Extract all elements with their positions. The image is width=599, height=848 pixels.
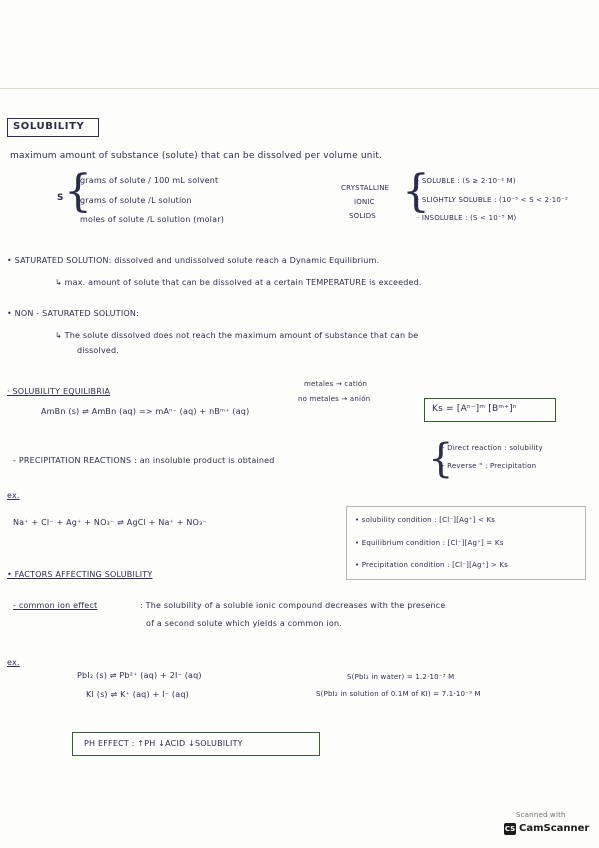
- solubility-water: S(PbI₂ in water) = 1.2·10⁻³ M: [347, 673, 455, 681]
- equilibria-heading: · SOLUBILITY EQUILIBRIA: [7, 387, 111, 396]
- example-label: ex.: [7, 491, 20, 500]
- page-rule: [0, 88, 599, 89]
- non-saturated-detail: dissolved.: [77, 346, 120, 355]
- factors-heading: • FACTORS AFFECTING SOLUBILITY: [7, 570, 153, 579]
- example2-equation: PbI₂ (s) ⇌ Pb²⁺ (aq) + 2I⁻ (aq): [77, 671, 202, 680]
- crystalline-label: SOLIDS: [349, 212, 376, 220]
- unit-item: moles of solute /L solution (molar): [80, 215, 225, 224]
- precipitation-brace: {: [428, 436, 454, 482]
- example-label: ex.: [7, 658, 20, 667]
- page-title: SOLUBILITY: [13, 121, 85, 132]
- definition-text: maximum amount of substance (solute) that can be dissolved per volume unit.: [10, 151, 383, 161]
- condition-item: • Equilibrium condition : [Cl⁻][Ag⁺] = Ks: [355, 539, 504, 547]
- condition-item: • solubility condition : [Cl⁻][Ag⁺] < Ks: [355, 516, 496, 524]
- crystalline-label: IONIC: [354, 198, 375, 206]
- saturated-heading: • SATURATED SOLUTION: dissolved and undissolved solute reach a Dynamic Equilibrium.: [7, 256, 380, 265]
- camscanner-logo-icon: CS: [504, 825, 516, 833]
- conditions-box: [346, 506, 586, 580]
- solubility-kci: S(PbI₂ in solution of 0.1M of KI) = 7.1·10⁻⁹ M: [316, 690, 481, 698]
- ks-expression: Ks = [Aⁿ⁻]ᵐ [Bᵐ⁺]ⁿ: [432, 404, 517, 414]
- unit-item: grams of solute / 100 mL solvent: [80, 176, 219, 185]
- units-brace: {: [64, 166, 92, 217]
- crystalline-item: · SLIGHTLY SOLUBLE : (10⁻⁵ < S < 2·10⁻²: [417, 196, 568, 204]
- non-saturated-detail: ↳ The solute dissolved does not reach the maximum amount of substance that can be: [55, 331, 419, 340]
- condition-item: • Precipitation condition : [Cl⁻][Ag⁺] > Ks: [355, 561, 509, 569]
- ph-effect-text: PH EFFECT : ↑PH ↓ACID ↓SOLUBILITY: [84, 739, 243, 748]
- crystalline-brace: {: [402, 166, 430, 217]
- metals-note: metales → catión: [304, 380, 368, 388]
- common-ion-text: : The solubility of a soluble ionic compound decreases with the presence: [140, 601, 446, 610]
- common-ion-text: of a second solute which yields a common ion.: [146, 619, 343, 628]
- saturated-detail: ↳ max. amount of solute that can be dissolved at a certain TEMPERATURE is exceeded.: [55, 278, 422, 287]
- precipitation-text: - PRECIPITATION REACTIONS : an insoluble product is obtained: [13, 456, 275, 465]
- crystalline-item: · INSOLUBLE : (S < 10⁻⁵ M): [417, 214, 517, 222]
- scanned-with-text: Scanned with: [516, 811, 566, 819]
- non-saturated-heading: • NON - SATURATED SOLUTION:: [7, 309, 139, 318]
- scanner-watermark: [504, 811, 588, 839]
- precipitation-direct: - Direct reaction : solubility: [442, 444, 543, 452]
- crystalline-item: · SOLUBLE : (S ≥ 2·10⁻² M): [417, 177, 516, 185]
- crystalline-label: CRYSTALLINE: [341, 184, 390, 192]
- equilibria-equation: AmBn (s) ⇌ AmBn (aq) => mAⁿ⁻ (aq) + nBᵐ⁺ (aq): [41, 407, 250, 416]
- units-label: S: [57, 193, 64, 203]
- camscanner-brand: CamScanner: [519, 823, 590, 834]
- precipitation-reverse: - Reverse " : Precipitation: [442, 462, 537, 470]
- example1-equation: Na⁺ + Cl⁻ + Ag⁺ + NO₃⁻ ⇌ AgCl + Na⁺ + NO₃⁻: [13, 518, 207, 527]
- unit-item: grams of solute /L solution: [80, 196, 192, 205]
- non-metals-note: no metales → anión: [298, 395, 371, 403]
- common-ion-label: - common ion effect: [13, 601, 98, 610]
- example2-equation: KI (s) ⇌ K⁺ (aq) + I⁻ (aq): [86, 690, 189, 699]
